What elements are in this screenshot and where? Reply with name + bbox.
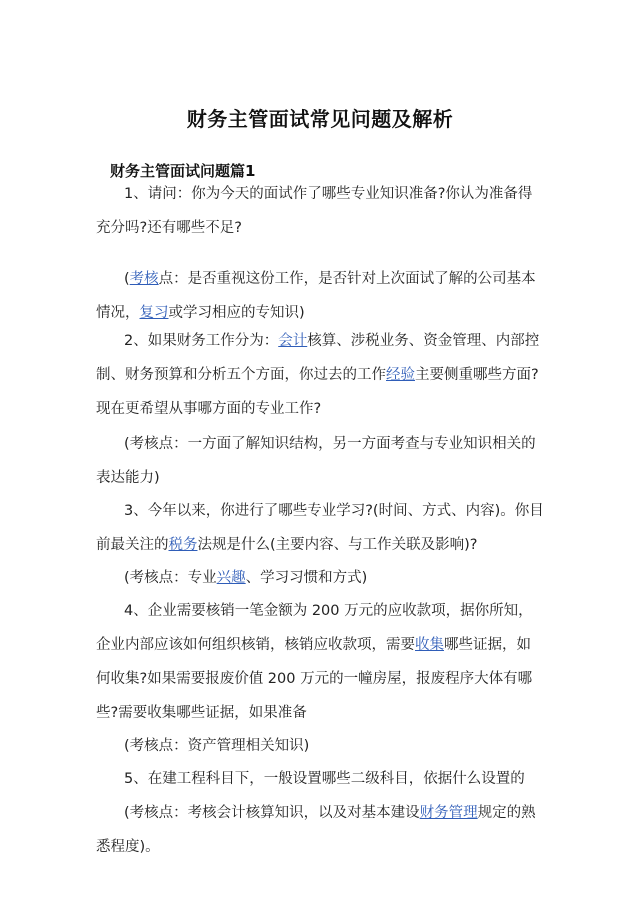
paragraph-question-3 (96, 494, 544, 562)
keyword-link-jingyan[interactable]: 经验 (386, 367, 415, 383)
paragraph-text: (考核点：专业 (124, 570, 217, 586)
paragraph-question-4 (96, 594, 544, 730)
paragraph-question-1 (96, 177, 544, 245)
paragraph-question-2 (96, 324, 544, 426)
paragraph-text: 或学习相应的专知识) (168, 305, 305, 321)
paragraph-text: 2、如果财务工作分为： (124, 333, 279, 349)
paragraph-assessment-3 (96, 561, 544, 595)
section-heading: 财务主管面试问题篇1 (110, 162, 256, 180)
paragraph-text: (考核点：一方面了解知识结构，另一方面考查与专业知识相关的表达能力) (96, 436, 536, 486)
paragraph-text: (考核点：资产管理相关知识) (124, 738, 310, 754)
paragraph-text: 点：是否重视这份工作，是否针对上次面试了解的公司基本情况， (96, 271, 536, 321)
keyword-link-xingqu[interactable]: 兴趣 (216, 570, 246, 586)
paragraph-assessment-1 (96, 262, 544, 330)
document-title: 财务主管面试常见问题及解析 (186, 107, 454, 131)
paragraph-assessment-5 (96, 796, 544, 864)
paragraph-text: 4、企业需要核销一笔金额为 200 万元的应收款项，据你所知，企业内部应该如何组织核销，核销应收款项，需要 (96, 603, 533, 653)
keyword-link-shuiwu[interactable]: 税务 (168, 537, 198, 553)
paragraph-question-5 (96, 762, 544, 796)
paragraph-text: 哪些证据，如何收集?如果需要报废价值 200 万元的一幢房屋，报废程序大体有哪些?需要收集哪些证据，如果准备 (96, 637, 533, 721)
paragraph-text: ( (124, 271, 130, 287)
paragraph-text: 规定的熟悉程度)。 (96, 805, 536, 855)
keyword-link-caiwu-guanli[interactable]: 财务管理 (419, 805, 478, 821)
paragraph-assessment-2 (96, 427, 544, 495)
keyword-link-fuxi[interactable]: 复习 (139, 305, 169, 321)
keyword-link-kaohe[interactable]: 考核 (129, 271, 159, 287)
paragraph-text: 5、在建工程科目下，一般设置哪些二级科目，依据什么设置的 (124, 771, 525, 787)
paragraph-assessment-4 (96, 729, 544, 763)
keyword-link-shouji[interactable]: 收集 (415, 637, 444, 653)
paragraph-text: 3、今年以来，你进行了哪些专业学习?(时间、方式、内容)。你目前最关注的 (96, 503, 544, 553)
keyword-link-kuaiji[interactable]: 会计 (278, 333, 308, 349)
paragraph-text: 、学习习惯和方式) (245, 570, 368, 586)
paragraph-text: 主要侧重哪些方面?现在更希望从事哪方面的专业工作? (96, 367, 539, 417)
paragraph-text: (考核点：考核会计核算知识，以及对基本建设 (124, 805, 420, 821)
paragraph-text: 法规是什么(主要内容、与工作关联及影响)? (197, 537, 478, 553)
paragraph-text: 1、请问：你为今天的面试作了哪些专业知识准备?你认为准备得充分吗?还有哪些不足? (96, 186, 533, 236)
paragraph-text: 核算、涉税业务、资金管理、内部控制、财务预算和分析五个方面，你过去的工作 (96, 333, 540, 383)
